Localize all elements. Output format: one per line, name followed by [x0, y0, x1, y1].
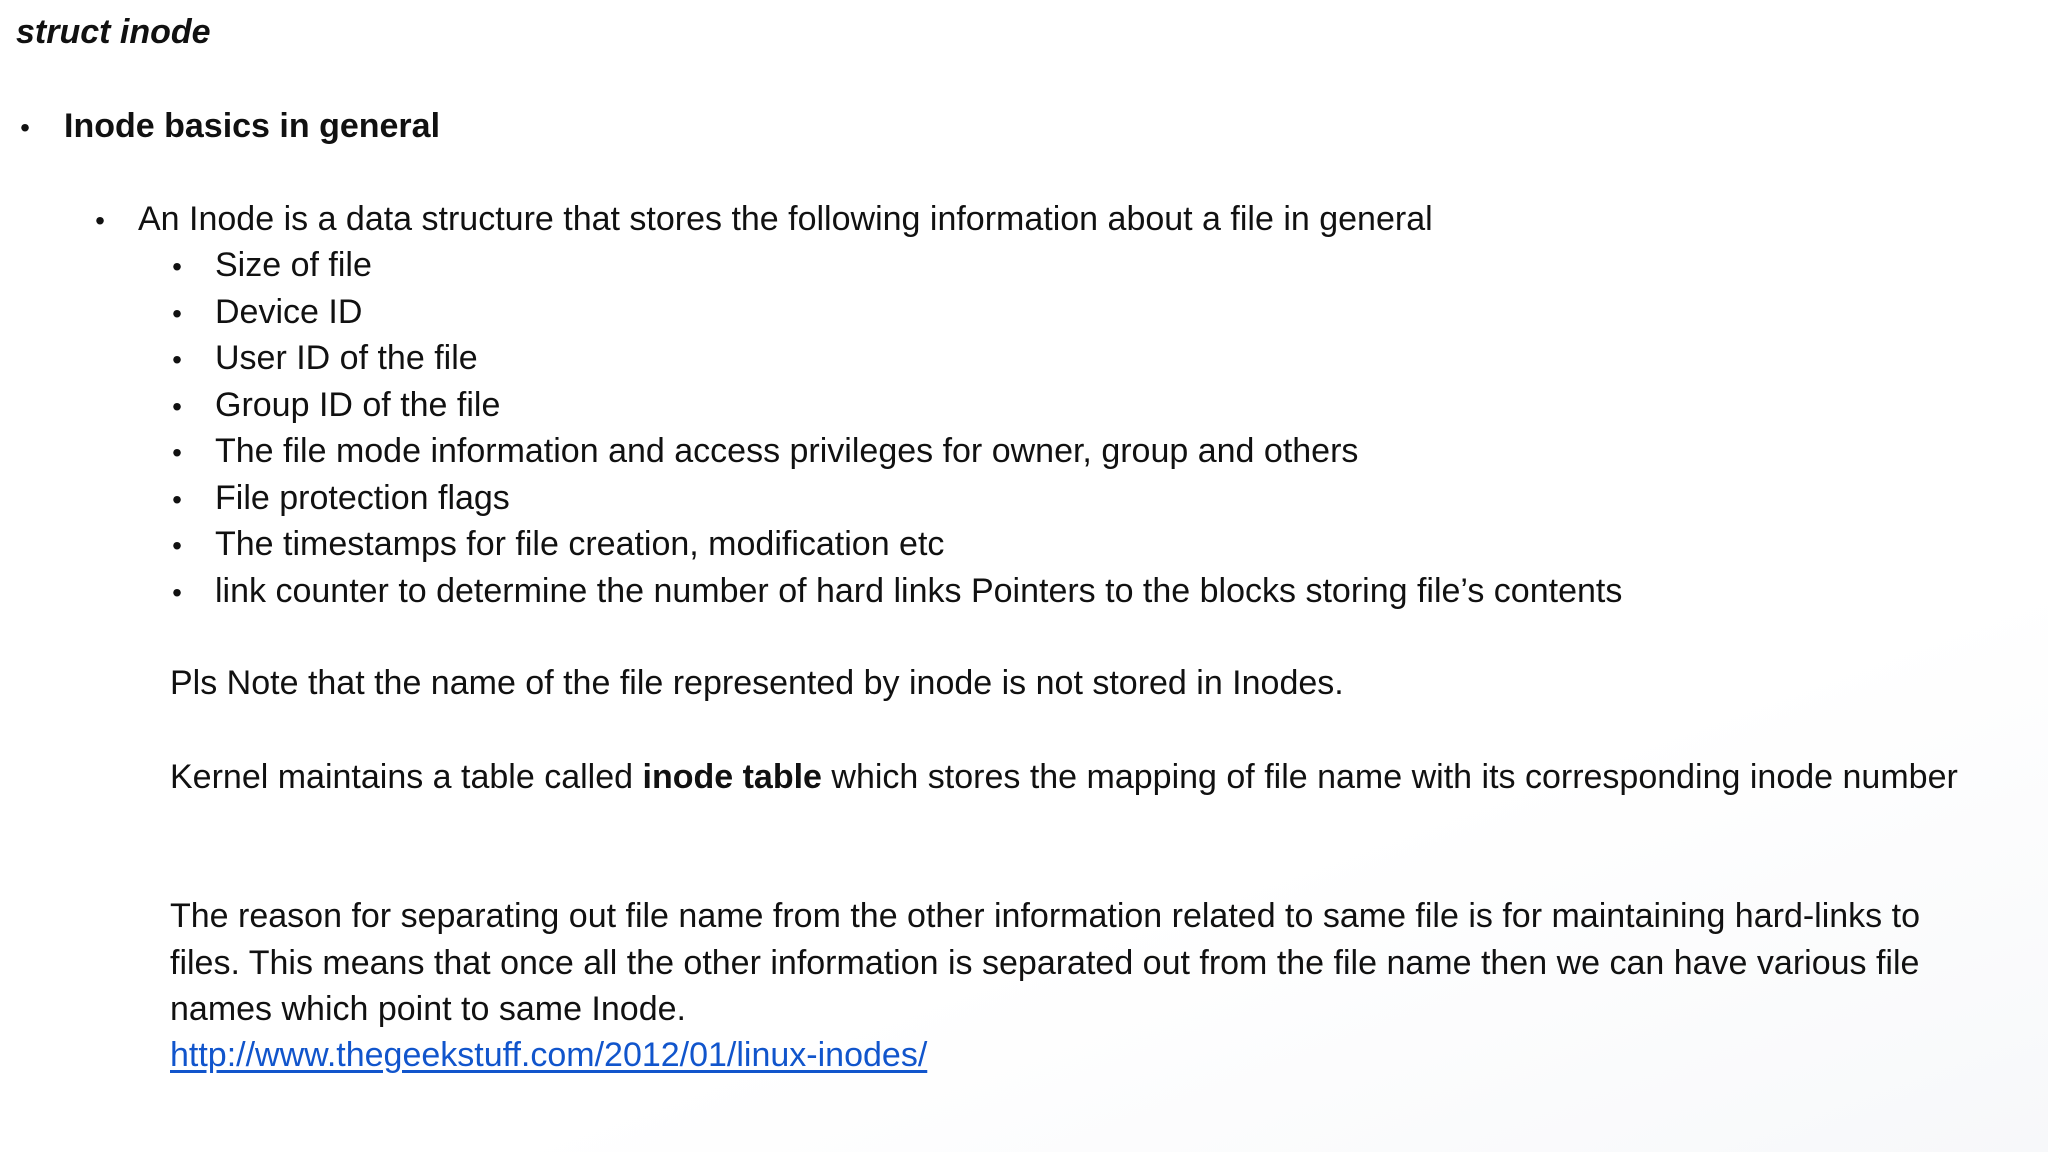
bullet-icon: • — [172, 530, 182, 561]
list-item — [166, 243, 372, 289]
section-heading: Inode basics in general — [64, 107, 441, 145]
list-item-text: File protection flags — [215, 478, 510, 517]
list-item — [166, 569, 1622, 615]
list-item-text: Group ID of the file — [215, 385, 501, 424]
note-inode-name: Pls Note that the name of the file represented by inode is not stored in Inodes. — [170, 664, 1344, 702]
bullet-icon: • — [172, 251, 182, 282]
list-item-text: Device ID — [215, 292, 363, 331]
intro-text: An Inode is a data structure that stores the following information about a file in general — [138, 200, 1433, 238]
intro-row — [89, 197, 1433, 243]
bullet-icon: • — [172, 344, 182, 375]
slide-title: struct inode — [16, 13, 211, 51]
list-item-text: Size of file — [215, 246, 372, 284]
note-inode-table-after: which stores the mapping of file name with its corresponding inode number — [821, 758, 1958, 796]
bullet-icon: • — [172, 297, 182, 329]
note-inode-table-before: Kernel maintains a table called — [170, 758, 643, 796]
note-inode-table-bold: inode table — [642, 758, 822, 796]
bullet-icon: • — [172, 437, 182, 468]
list-item — [166, 429, 1358, 475]
list-item — [166, 383, 500, 429]
section-heading-row — [14, 104, 440, 150]
list-item-text: User ID of the file — [215, 339, 478, 377]
bullet-icon: • — [20, 112, 30, 143]
bullet-icon: • — [172, 483, 182, 515]
list-item-text: link counter to determine the number of hard links Pointers to the blocks storing file’s contents — [215, 571, 1623, 610]
list-item-text: The file mode information and access privileges for owner, group and others — [215, 432, 1359, 470]
reference-link-row — [170, 1032, 1970, 1079]
list-item — [166, 476, 510, 522]
note-inode-table — [170, 754, 1970, 801]
bullet-icon: • — [172, 390, 182, 422]
bullet-icon: • — [172, 576, 182, 608]
reference-link[interactable]: http://www.thegeekstuff.com/2012/01/linux-inodes/ — [170, 1036, 928, 1074]
bullet-icon: • — [95, 205, 105, 236]
list-item — [166, 522, 944, 568]
list-item-text: The timestamps for file creation, modification etc — [215, 525, 945, 563]
list-item — [166, 290, 362, 336]
list-item — [166, 336, 478, 382]
note-hard-links: The reason for separating out file name from the other information related to same file is for maintaining hard-links to files. This means that once all the other information is separated out from the file name then we can have various file names which point to same Inode. — [170, 897, 1920, 1028]
